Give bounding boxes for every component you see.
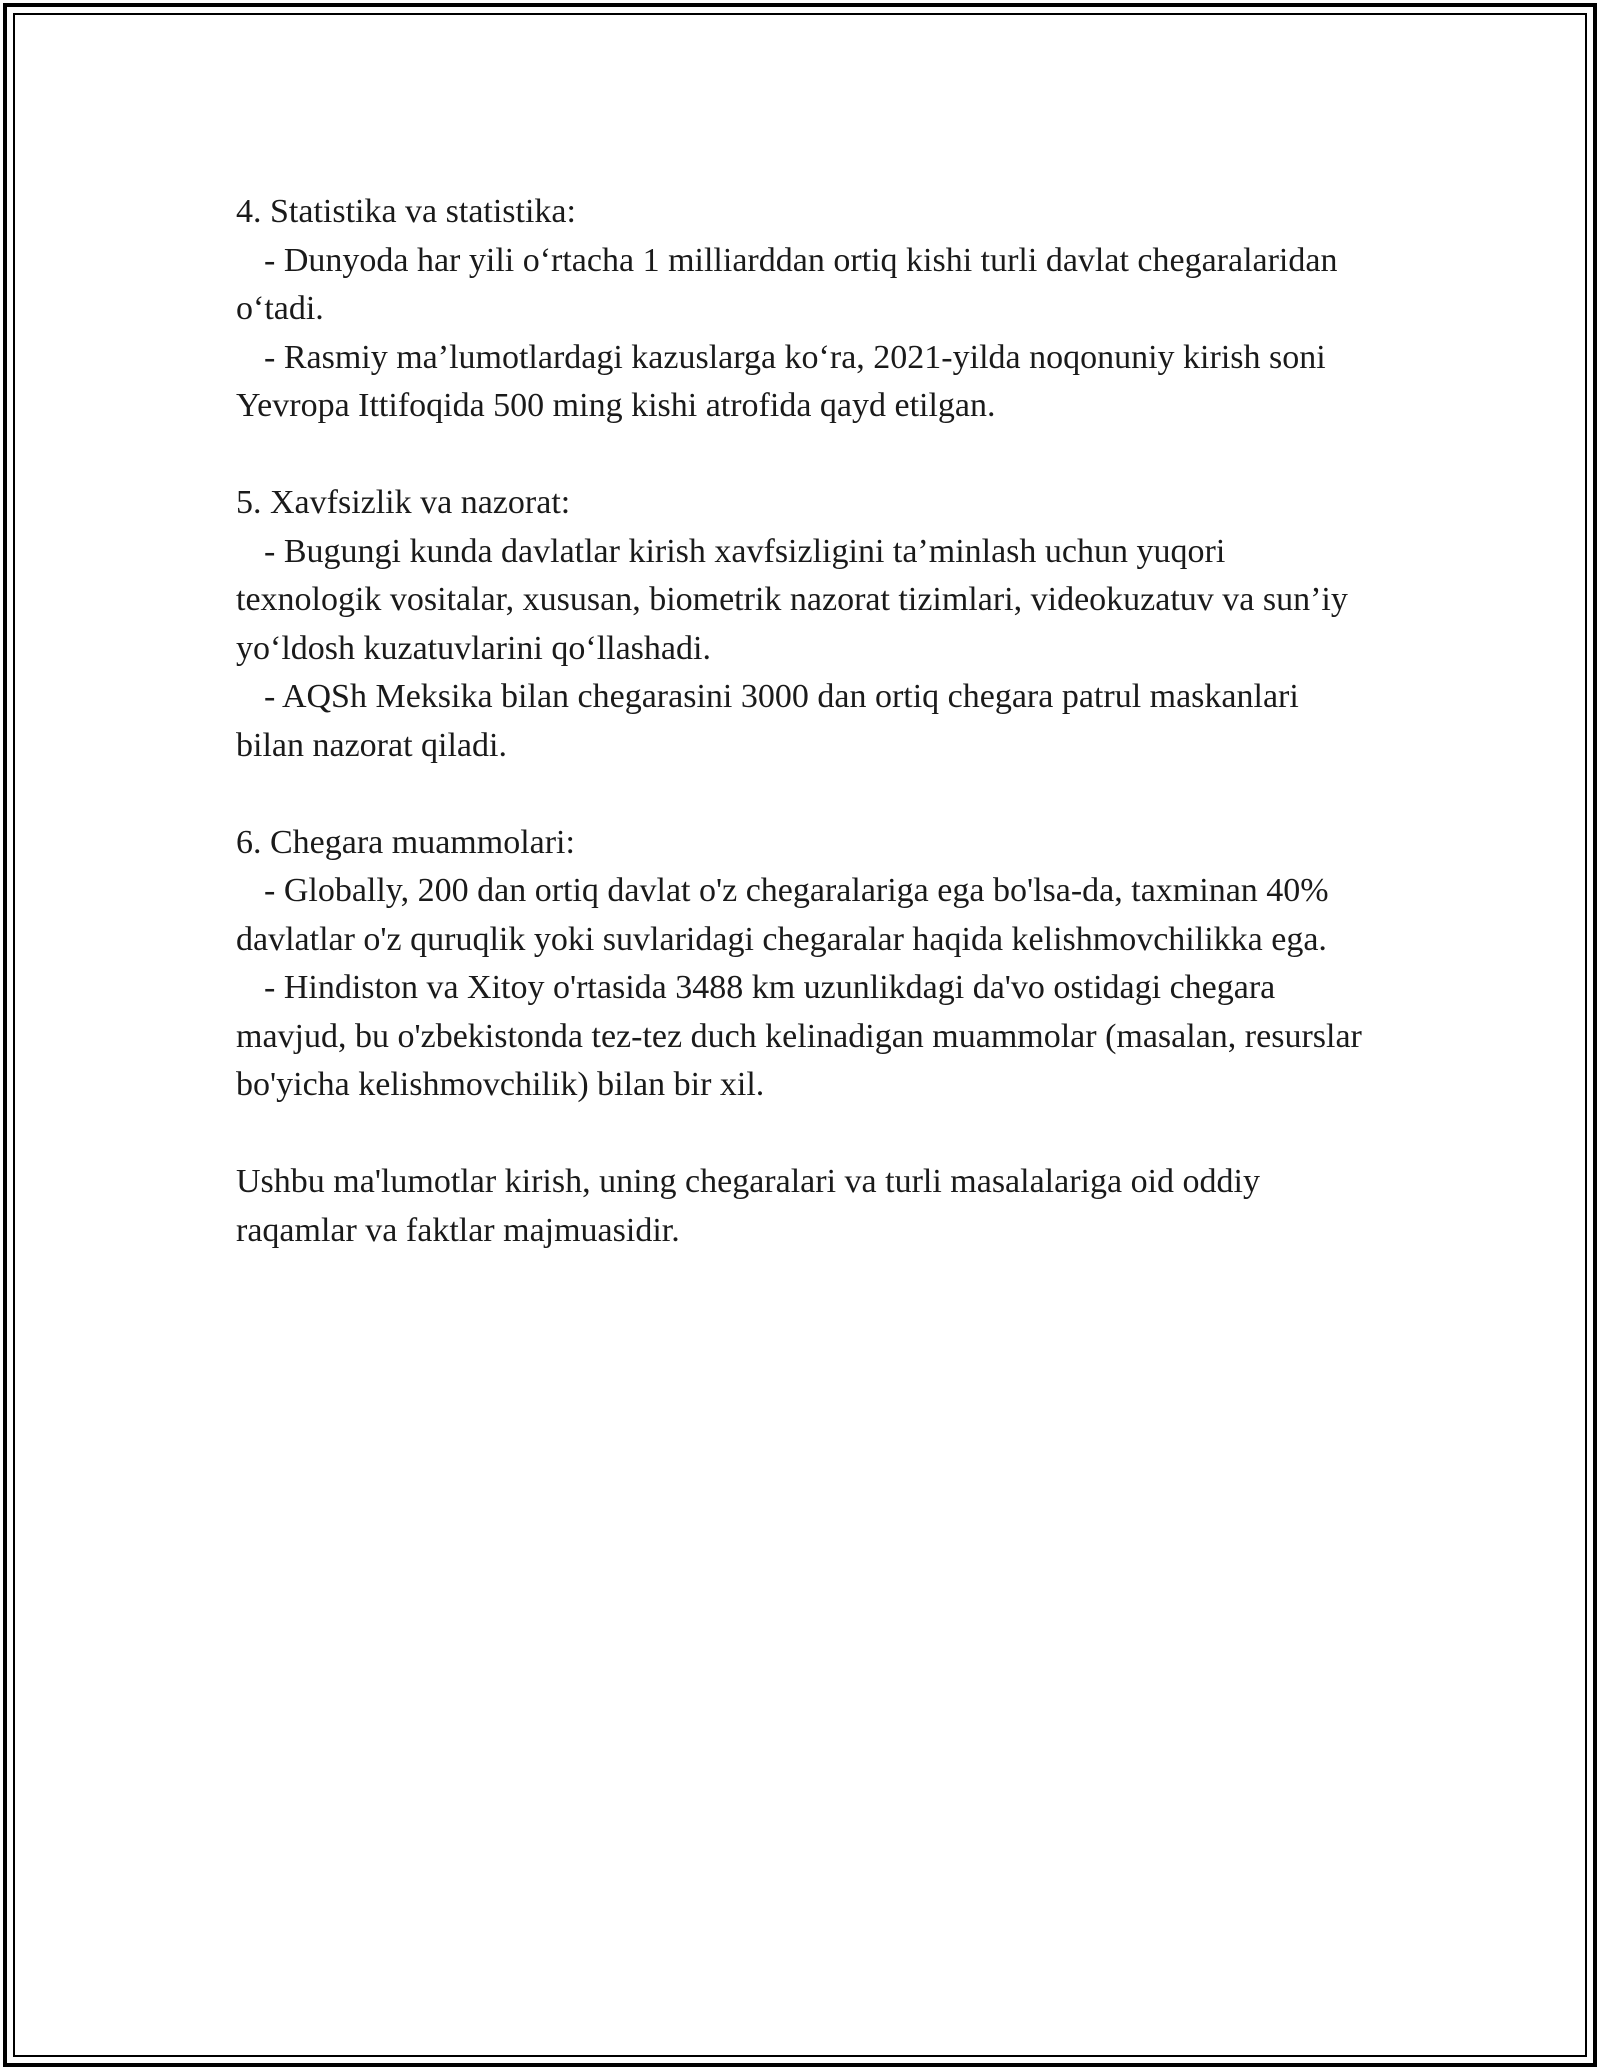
closing-paragraph: Ushbu ma'lumotlar kirish, uning chegaralari va turli masalalariga oid oddiy raqamlar va faktlar majmuasidir.	[236, 1163, 1260, 1249]
section-heading: 5. Xavfsizlik va nazorat:	[236, 484, 571, 521]
document-body	[236, 188, 1366, 1255]
section-statistics	[236, 188, 1366, 431]
bullet-item: - AQSh Meksika bilan chegarasini 3000 dan ortiq chegara patrul maskanlari bilan nazorat qiladi.	[236, 678, 1299, 764]
bullet-item: - Hindiston va Xitoy o'rtasida 3488 km uzunlikdagi da'vo ostidagi chegara mavjud, bu o'zbekistonda tez-tez duch kelinadigan muammolar (masalan, resurslar bo'yicha kelishmovchilik) bilan bir xil.	[236, 969, 1362, 1103]
section-heading: 6. Chegara muammolari:	[236, 823, 575, 861]
bullet-item: - Dunyoda har yili o‘rtacha 1 milliarddan ortiq kishi turli davlat chegaralaridan o‘tadi.	[236, 241, 1338, 327]
section-heading: 4. Statistika va statistika:	[236, 193, 576, 230]
bullet-item: - Rasmiy ma’lumotlardagi kazuslarga ko‘ra, 2021-yilda noqonuniy kirish soni Yevropa Ittifoqida 500 ming kishi atrofida qayd etilgan.	[236, 338, 1326, 424]
section-security	[236, 479, 1366, 770]
bullet-item: - Globally, 200 dan ortiq davlat o'z chegaralariga ega bo'lsa-da, taxminan 40% davlatlar o'z quruqlik yoki suvlaridagi chegaralar haqida kelishmovchilikka ega.	[236, 872, 1329, 958]
bullet-item: - Bugungi kunda davlatlar kirish xavfsizligini ta’minlash uchun yuqori texnologik vositalar, xususan, biometrik nazorat tizimlari, videokuzatuv va sun’iy yo‘ldosh kuzatuvlarini qo‘llashadi.	[236, 532, 1348, 667]
section-border-problems	[236, 819, 1366, 1110]
